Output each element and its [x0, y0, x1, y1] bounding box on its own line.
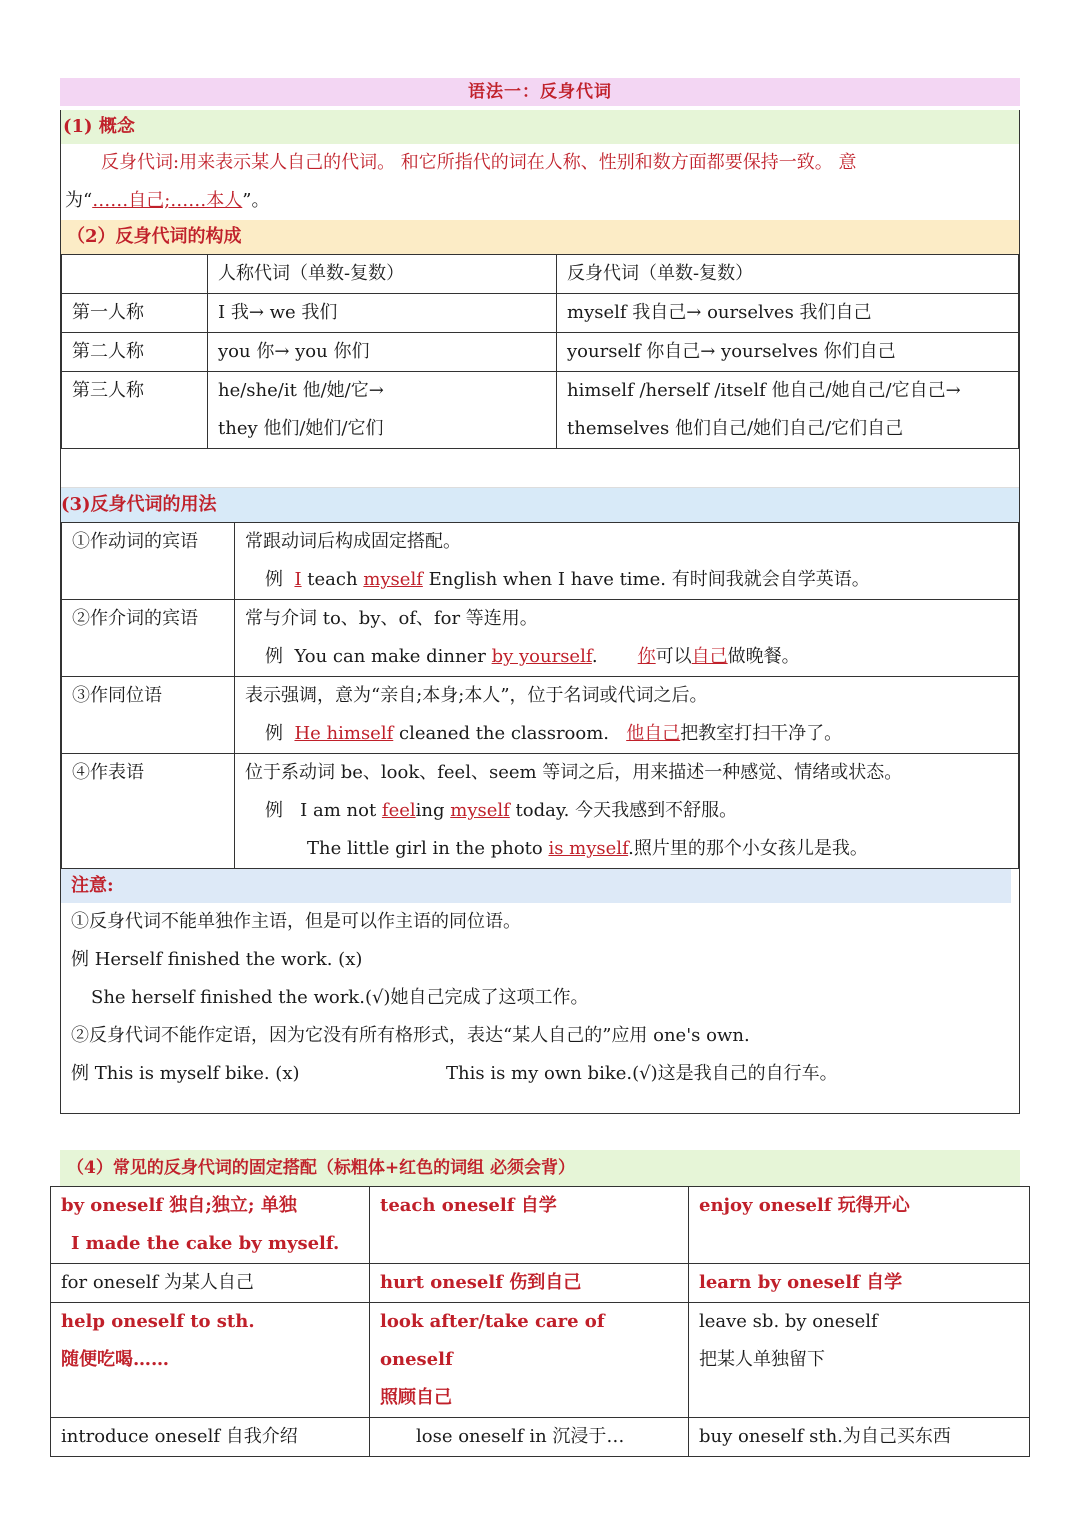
example-translation-subject: 你: [637, 646, 656, 667]
table-row: [62, 372, 1019, 449]
phrase-cell: buy oneself sth.为自己买东西: [689, 1418, 1030, 1457]
table-row: [62, 333, 1019, 372]
phrases-table: [50, 1186, 1030, 1457]
concept-meaning: ……自己;……本人: [92, 190, 243, 211]
usage-desc: 表示强调，意为“亲自;本身;本人”，位于名词或代词之后。: [245, 685, 708, 706]
usage-label: ②作介词的宾语: [62, 600, 235, 677]
example-translation-reflexive: 自己: [691, 646, 728, 667]
usage-label: ④作表语: [62, 754, 235, 869]
note-heading-bar: [61, 869, 1011, 903]
usage-desc: 位于系动词 be、look、feel、seem 等词之后，用来描述一种感觉、情绪或状态。: [245, 762, 903, 783]
spacer: [60, 1114, 1020, 1150]
example-translation: 把教室打扫干净了。: [680, 723, 843, 744]
table-row: [51, 1187, 1030, 1264]
phrases-heading-bar: [60, 1150, 1020, 1186]
example-text: cleaned the classroom.: [393, 723, 610, 744]
person-cell: 第三人称: [62, 372, 208, 449]
pronoun-line: they 他们/她们/它们: [218, 418, 384, 439]
example-reflexive: is myself: [548, 838, 629, 859]
phrase-cell: [689, 1303, 1030, 1418]
example-text: teach: [301, 569, 364, 590]
person-cell: 第一人称: [62, 294, 208, 333]
concept-text: [61, 144, 1019, 182]
example-text: .: [591, 646, 598, 667]
grammar-page: [60, 78, 1020, 1457]
phrase-cell: learn by oneself 自学: [689, 1264, 1030, 1303]
example-subject: I: [294, 569, 302, 590]
person-cell: 第二人称: [62, 333, 208, 372]
note-heading: 注意:: [71, 875, 114, 896]
note-line: ②反身代词不能作定语，因为它没有所有格形式，表达“某人自己的”应用 one's own.: [71, 1025, 750, 1046]
table-row: [51, 1264, 1030, 1303]
concept-pre: 为“: [65, 190, 93, 211]
concept-text-line2: [61, 182, 1019, 220]
phrase-meaning: 照顾自己: [380, 1387, 452, 1408]
usage-example: [245, 792, 1008, 830]
reflexive-cell: myself 我自己→ ourselves 我们自己: [557, 294, 1019, 333]
table-row: [62, 600, 1019, 677]
pronoun-cell: I 我→ we 我们: [208, 294, 557, 333]
phrase-cell: lose oneself in 沉浸于…: [370, 1418, 689, 1457]
example-text: today. 今天我感到不舒服。: [509, 800, 738, 821]
usage-example-2: [245, 830, 1008, 868]
phrases-heading: （4）常见的反身代词的固定搭配（标粗体+红色的词组 必须会背）: [67, 1158, 575, 1178]
example-text: You can make dinner: [294, 646, 492, 667]
usage-desc-cell: [235, 523, 1019, 600]
usage-example: [245, 715, 1008, 753]
note-line: ①反身代词不能单独作主语，但是可以作主语的同位语。: [71, 911, 521, 932]
note-line: [61, 1055, 1019, 1093]
phrase-cell: [370, 1303, 689, 1418]
phrase-cell: [51, 1303, 370, 1418]
phrase-cell: for oneself 为某人自己: [51, 1264, 370, 1303]
usage-desc: 常与介词 to、by、of、for 等连用。: [245, 608, 538, 629]
concept-post: ”。: [242, 190, 270, 211]
example-mark: 例: [265, 723, 283, 744]
pronoun-cell: you 你→ you 你们: [208, 333, 557, 372]
example-mark: 例: [265, 800, 283, 821]
phrase-cell: [51, 1187, 370, 1264]
phrase: by oneself 独自;独立; 单独: [61, 1195, 297, 1216]
content-frame: [60, 110, 1020, 1114]
usage-label: ③作同位语: [62, 677, 235, 754]
phrase-cell: teach oneself 自学: [370, 1187, 689, 1264]
concept-text-line1: 反身代词:用来表示某人自己的代词。 和它所指代的词在人称、性别和数方面都要保持一致。 意: [101, 152, 857, 173]
phrase: help oneself to sth.: [61, 1311, 255, 1332]
example-translation: 可以: [655, 646, 692, 667]
table-row: [62, 255, 1019, 294]
table-row: [62, 523, 1019, 600]
example-text: I am not: [300, 800, 382, 821]
example-text: .照片里的那个小女孩儿是我。: [628, 838, 868, 859]
table-row: [62, 294, 1019, 333]
concept-heading-bar: [61, 110, 1019, 144]
pronoun-line: he/she/it 他/她/它→: [218, 380, 384, 401]
pronoun-cell: [208, 372, 557, 449]
usage-label: ①作动词的宾语: [62, 523, 235, 600]
example-reflexive: by yourself: [491, 646, 592, 667]
phrase-cell: enjoy oneself 玩得开心: [689, 1187, 1030, 1264]
spacer: [61, 449, 1019, 487]
example-translation: 做晚餐。: [727, 646, 800, 667]
usage-desc-cell: [235, 677, 1019, 754]
header-cell: 反身代词（单数-复数）: [557, 255, 1019, 294]
table-row: [62, 677, 1019, 754]
reflexive-line: himself /herself /itself 他自己/她自己/它自己→: [567, 380, 961, 401]
example-text: English when I have time.: [422, 569, 666, 590]
example-mark: 例: [265, 646, 283, 667]
usage-desc-cell: [235, 754, 1019, 869]
usage-table: [61, 522, 1019, 869]
table-row: [51, 1418, 1030, 1457]
note-wrong: 例 This is myself bike. (x): [71, 1063, 300, 1084]
usage-desc: 常跟动词后构成固定搭配。: [245, 531, 461, 552]
reflexive-line: themselves 他们自己/她们自己/它们自己: [567, 418, 904, 439]
phrase-example: I made the cake by myself.: [71, 1233, 340, 1254]
table-row: [51, 1303, 1030, 1418]
formation-table: [61, 254, 1019, 449]
example-text: The little girl in the photo: [307, 838, 549, 859]
header-cell: 人称代词（单数-复数）: [208, 255, 557, 294]
example-translation: 有时间我就会自学英语。: [666, 569, 870, 590]
example-feel: feel: [381, 800, 416, 821]
reflexive-cell: [557, 372, 1019, 449]
note-line: 例 Herself finished the work. (x): [71, 949, 363, 970]
example-reflexive: myself: [450, 800, 510, 821]
phrase: leave sb. by oneself: [699, 1311, 878, 1332]
reflexive-cell: yourself 你自己→ yourselves 你们自己: [557, 333, 1019, 372]
header-cell: [62, 255, 208, 294]
phrase: look after/take care of oneself: [380, 1311, 605, 1370]
example-text: ing: [415, 800, 451, 821]
usage-desc-cell: [235, 600, 1019, 677]
formation-heading-bar: [61, 220, 1019, 254]
phrase-meaning: 把某人单独留下: [699, 1349, 825, 1370]
usage-example: [245, 638, 1008, 676]
example-reflexive: He himself: [294, 723, 394, 744]
phrase-meaning: 随便吃喝……: [61, 1349, 169, 1370]
concept-heading: (1) 概念: [63, 116, 135, 137]
page-title: 语法一：反身代词: [60, 78, 1020, 106]
usage-heading-bar: [61, 487, 1019, 522]
phrase-cell: introduce oneself 自我介绍: [51, 1418, 370, 1457]
example-mark: 例: [265, 569, 283, 590]
phrase-cell: hurt oneself 伤到自己: [370, 1264, 689, 1303]
usage-example: [245, 561, 1008, 599]
table-row: [62, 754, 1019, 869]
usage-heading: (3)反身代词的用法: [61, 494, 217, 515]
note-right: This is my own bike.(√)这是我自己的自行车。: [446, 1063, 838, 1084]
example-reflexive: myself: [363, 569, 423, 590]
note-line: She herself finished the work.(√)她自己完成了这项工作。: [91, 987, 589, 1008]
example-translation-reflexive: 他自己: [626, 723, 681, 744]
formation-heading: （2）反身代词的构成: [67, 226, 242, 247]
